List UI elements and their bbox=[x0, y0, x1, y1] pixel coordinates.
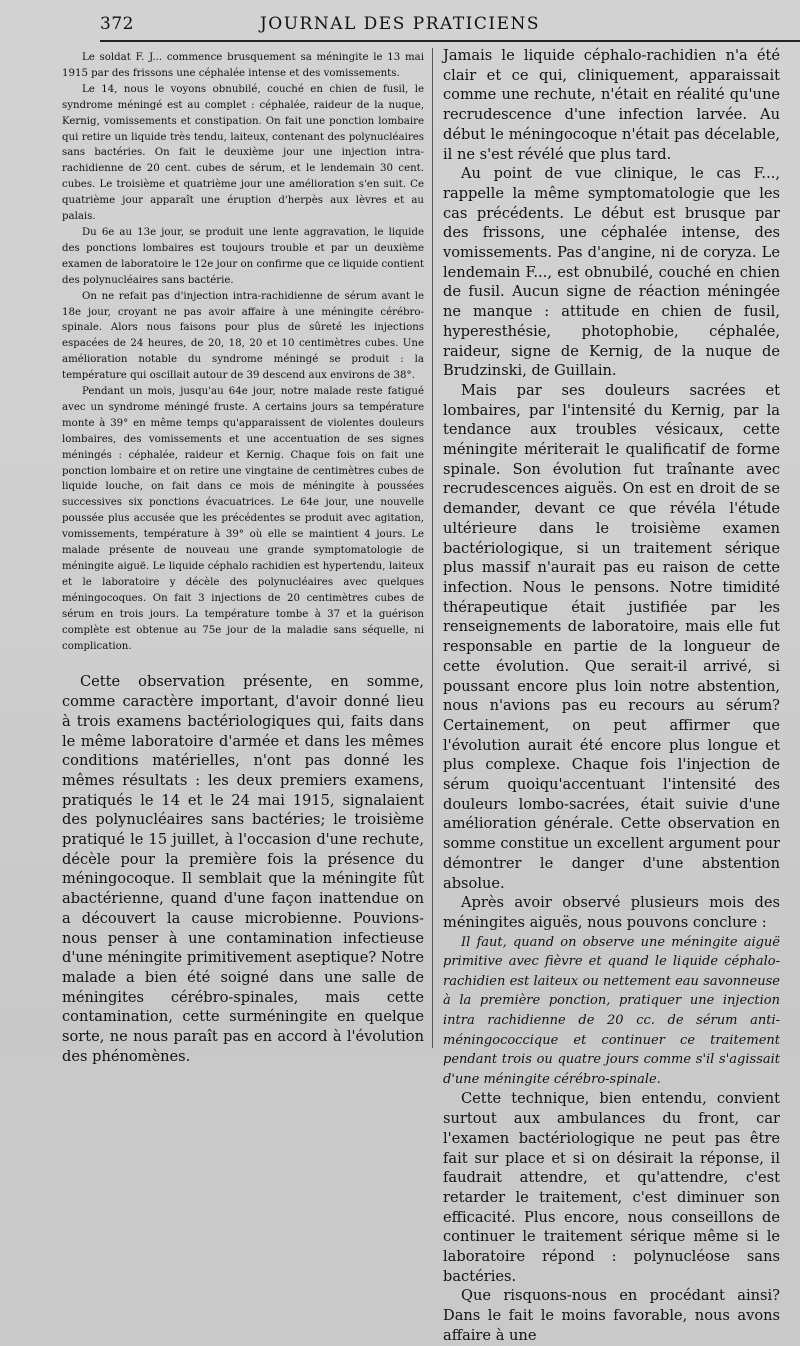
case-paragraph: Le 14, nous le voyons obnubilé, couché en chien de fusil, le syndrome méningé est au complet : céphalée, raideur de la nuque, Kernig, vomissements et constipation. On fait une ponction lombaire qui retire un liquide très tendu, laiteux, contenant des polynucléaires sans bactéries. On fait le deuxième jour une injection intra-rachidienne de 20 cent. cubes de sérum, et le lendemain 30 cent. cubes. Le troisième et quatrième jour une amélioration s'en suit. Ce quatrième jour apparaît une éruption d'herpès aux lèvres et au palais. bbox=[62, 83, 424, 223]
case-paragraph: Le soldat F. J... commence brusquement sa méningite le 13 mai 1915 par des frissons une céphalée intense et des vomissements. bbox=[62, 52, 424, 79]
left-column bbox=[62, 50, 424, 1067]
page-header bbox=[0, 12, 800, 42]
body-paragraph: Cette technique, bien entendu, convient surtout aux ambulances du front, car l'examen bactériologique ne peut pas être fait sur place et si on désirait la réponse, il faudrait attendre, et qu'attendre, c'est retarder le traitement, c'est diminuer son efficacité. Plus encore, nous conseillons de continuer le traitement sérique même si le laboratoire répond : polynucléose sans bactéries. bbox=[443, 1090, 780, 1285]
case-paragraph: Du 6e au 13e jour, se produit une lente aggravation, le liquide des ponctions lombaires est toujours trouble et par un deuxième examen de laboratoire le 12e jour on confirme que ce liquide contient des polynucléaires sans bactérie. bbox=[62, 226, 424, 286]
right-column bbox=[443, 46, 780, 1346]
discussion-paragraph: Cette observation présente, en somme, comme caractère important, d'avoir donné lieu à trois examens bactériologiques qui, faits dans le même laboratoire d'armée et dans les mêmes conditions matérielles, n'ont pas donné les mêmes résultats : les deux premiers examens, pratiqués le 14 et le 24 mai 1915, signalaient des polynucléaires sans bactéries; le troisième pratiqué le 15 juillet, à l'occasion d'une rechute, décèle pour la première fois la présence du méningocoque. Il semblait que la méningite fût abactérienne, quand d'une façon inattendue on a découvert la cause microbienne. Pouvions-nous penser à une contamination infectieuse d'une méningite primitivement aseptique? Notre malade a bien été soigné dans une salle de méningites cérébro-spinales, mais cette contamination, cette surméningite en quelque sorte, ne nous paraît pas en accord à l'évolution des phénomènes. bbox=[62, 673, 424, 1065]
column-divider bbox=[432, 48, 433, 1048]
case-paragraph: On ne refait pas d'injection intra-rachidienne de sérum avant le 18e jour, croyant ne pas avoir affaire à une méningite cérébro-spinale. Alors nous faisons pour plus de sûreté les injections espacées de 24 heures, de 20, 18, 20 et 10 centimètres cubes. Une amélioration notable du syndrome méningé se produit : la température qui oscillait autour de 39 descend aux environs de 38°. bbox=[62, 290, 424, 382]
journal-title: JOURNAL DES PRATICIENS bbox=[259, 14, 541, 34]
body-paragraph: Au point de vue clinique, le cas F..., rappelle la même symptomatologie que les cas précédents. Le début est brusque par des frissons, une céphalée intense, des vomissements. Pas d'angine, ni de coryza. Le lendemain F..., est obnubilé, couché en chien de fusil. Aucun signe de réaction méningée ne manque : attitude en chien de fusil, hyperesthésie, photophobie, céphalée, raideur, signe de Kernig, de la nuque de Brudzinski, de Guillain. bbox=[443, 165, 780, 380]
discussion bbox=[62, 672, 424, 1066]
header-rule bbox=[100, 40, 800, 42]
body-paragraph: Mais par ses douleurs sacrées et lombaires, par l'intensité du Kernig, par la tendance aux troubles vésicaux, cette méningite mériterait le qualificatif de forme spinale. Son évolution fut traînante avec recrudescences aiguës. On est en droit de se demander, devant ce que révéla l'étude ultérieure dans le troisième examen bactériologique, si un traitement sérique plus massif n'aurait pas eu raison de cette infection. Nous le pensons. Notre timidité thérapeutique était justifiée par les renseignements de laboratoire, mais elle fut responsable en partie de la longueur de cette évolution. Que serait-il arrivé, si poussant encore plus loin notre abstention, nous n'avions pas eu recours au sérum? Certainement, on peut affirmer que l'évolution aurait été encore plus longue et plus complexe. Chaque fois l'injection de sérum quoiqu'accentuant l'intensité des douleurs lombo-sacrées, était suivie d'une amélioration générale. Cette observation en somme constitue un excellent argument pour démontrer le danger d'une abstention absolue. bbox=[443, 381, 780, 892]
body-paragraph: Que risquons-nous en procédant ainsi? Dans le fait le moins favorable, nous avons affaire à une bbox=[443, 1287, 780, 1344]
conclusion-paragraph: Il faut, quand on observe une méningite aiguë primitive avec fièvre et quand le liquide céphalo-rachidien est laiteux ou nettement eau savonneuse à la première ponction, pratiquer une injection intra rachidienne de 20 cc. de sérum anti-méningococcique et continuer ce traitement pendant trois ou quatre jours comme s'il s'agissait d'une méningite cérébro-spinale. bbox=[443, 934, 780, 1087]
case-paragraph: Pendant un mois, jusqu'au 64e jour, notre malade reste fatigué avec un syndrome méningé fruste. A certains jours sa température monte à 39° en même temps qu'apparaissent de violentes douleurs lombaires, des vomissements et une accentuation de ses signes méningés : céphalée, raideur et Kernig. Chaque fois on fait une ponction lombaire et on retire une vingtaine de centimètres cubes de liquide louche, on fait dans ce mois de méningite à poussées successives six ponctions évacuatrices. Le 64e jour, une nouvelle poussée plus accusée que les précédentes se produit avec agitation, vomissements, température à 39° où elle se maintient 4 jours. Le malade présente de nouveau une grande symptomatologie de méningite aiguë. Le liquide céphalo rachidien est hypertendu, laiteux et le laboratoire y décèle des polynucléaires avec quelques méningocoques. On fait 3 injections de 20 centimètres cubes de sérum en trois jours. La température tombe à 37 et la guérison complète est obtenue au 75e jour de la maladie sans séquelle, ni complication. bbox=[62, 386, 424, 652]
body-paragraph: Jamais le liquide céphalo-rachidien n'a été clair et ce qui, cliniquement, apparaissait comme une rechute, n'était en réalité qu'une recrudescence d'une infection larvée. Au début le méningocoque n'était pas décelable, il ne s'est révélé que plus tard. bbox=[443, 47, 780, 163]
case-report bbox=[62, 50, 424, 654]
body-paragraph: Après avoir observé plusieurs mois des méningites aiguës, nous pouvons conclure : bbox=[443, 894, 780, 931]
page-number: 372 bbox=[100, 14, 134, 34]
